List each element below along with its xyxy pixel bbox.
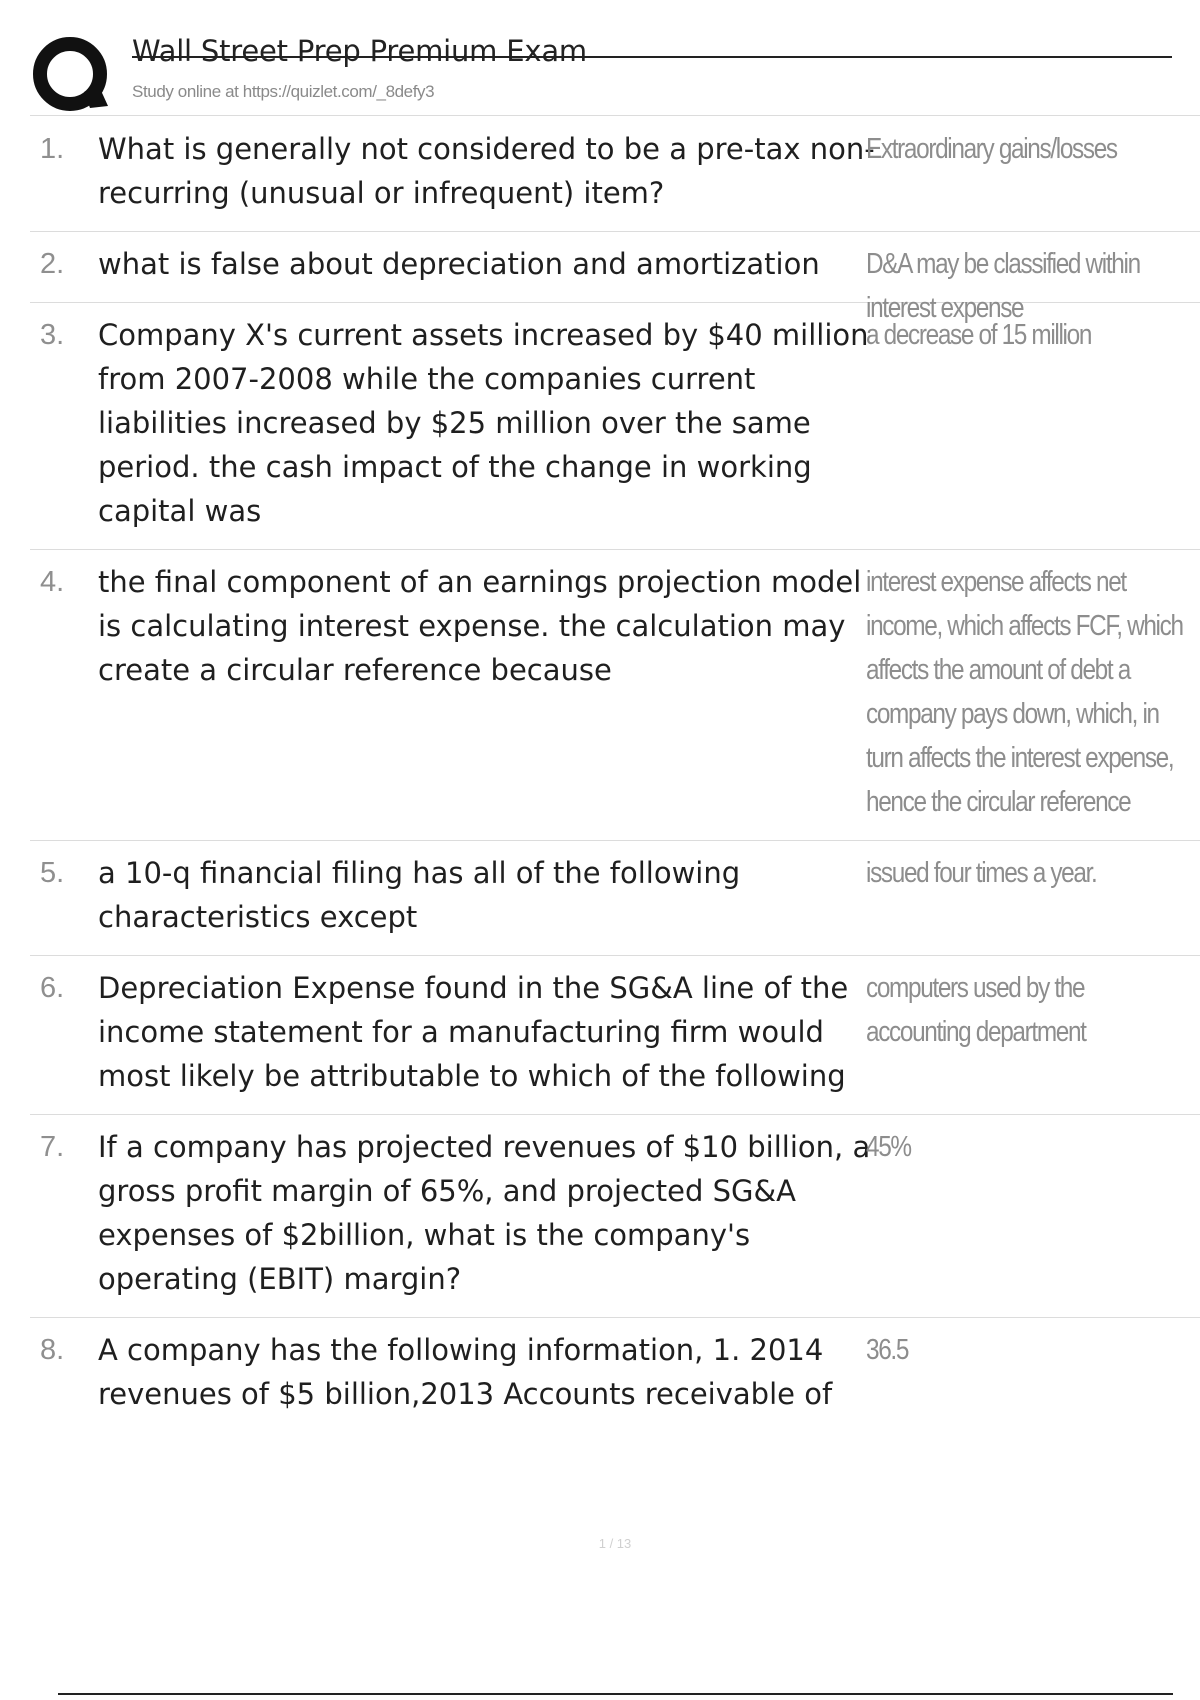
flashcard-row	[30, 956, 1200, 1115]
card-number: 4.	[40, 566, 65, 598]
flashcard-row	[30, 303, 1200, 550]
card-question: a 10-q financial filing has all of the following characteristics except	[98, 856, 741, 934]
card-answer: computers used by the accounting department	[866, 972, 1086, 1048]
card-number: 7.	[40, 1131, 65, 1163]
card-question: If a company has projected revenues of $10 billion, a gross profit margin of 65%, and projected SG&A expenses of $2billion, what is the company's operating (EBIT) margin?	[98, 1130, 871, 1296]
page-header	[30, 28, 1200, 118]
card-answer: a decrease of 15 million	[866, 319, 1092, 351]
card-number: 5.	[40, 857, 65, 889]
card-number: 8.	[40, 1334, 65, 1366]
card-answer: 36.5	[866, 1334, 909, 1366]
card-answer: Extraordinary gains/losses	[866, 133, 1117, 165]
document-title: Wall Street Prep Premium Exam	[132, 34, 587, 68]
title-strike-rule	[132, 56, 1172, 58]
page-number: 1 / 13	[598, 1536, 632, 1551]
card-answer: interest expense affects net income, which affects FCF, which affects the amount of debt a company pays down, which, in turn affects the interest expense, hence the circular reference	[866, 566, 1183, 818]
flashcard-row	[30, 232, 1200, 324]
card-question: What is generally not considered to be a pre-tax non-recurring (unusual or infrequent) item?	[98, 132, 875, 210]
quizlet-q-logo	[32, 36, 112, 116]
card-number: 3.	[40, 319, 65, 351]
card-number: 1.	[40, 133, 65, 165]
card-question: Company X's current assets increased by $40 million from 2007-2008 while the companies current liabilities increased by $25 million over the same period. the cash impact of the change in working capital was	[98, 318, 869, 528]
card-question: A company has the following information, 1. 2014 revenues of $5 billion,2013 Accounts receivable of	[98, 1333, 833, 1411]
card-question: the final component of an earnings projection model is calculating interest expense. the calculation may create a circular reference because	[98, 565, 862, 687]
card-question: what is false about depreciation and amortization	[98, 247, 820, 281]
flashcard-row	[30, 1318, 1200, 1432]
card-answer: 45%	[866, 1131, 911, 1163]
flashcard-row	[30, 1115, 1200, 1318]
card-question: Depreciation Expense found in the SG&A line of the income statement for a manufacturing firm would most likely be attributable to which of the following	[98, 971, 849, 1093]
document-subtitle: Study online at https://quizlet.com/_8defy3	[132, 82, 435, 101]
header-divider	[30, 115, 1200, 116]
footer-rule	[58, 1693, 1173, 1695]
flashcard-row	[30, 550, 1200, 841]
flashcard-row	[30, 117, 1200, 232]
card-number: 2.	[40, 248, 65, 280]
card-answer: issued four times a year.	[866, 857, 1097, 889]
card-number: 6.	[40, 972, 65, 1004]
card-answer: D&A may be classified within interest expense	[866, 248, 1140, 324]
flashcard-row	[30, 841, 1200, 956]
flashcard-list	[30, 117, 1200, 1432]
